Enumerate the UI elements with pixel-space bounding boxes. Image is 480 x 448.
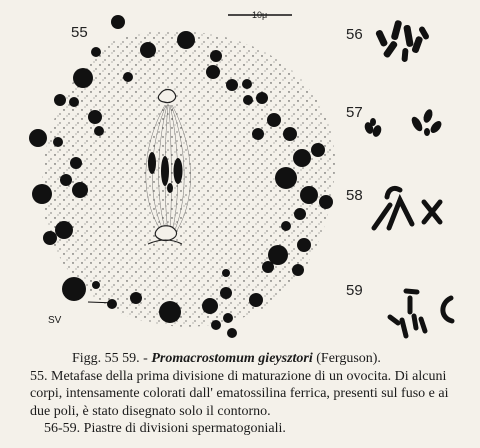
figure-label-57: 57: [346, 104, 363, 121]
figure-caption: [30, 350, 470, 438]
fig57-chromosomes: [363, 108, 443, 138]
figure-label-59: 59: [346, 282, 363, 299]
scale-bar-label: 10μ: [252, 10, 268, 20]
figure-label-58: 58: [346, 187, 363, 204]
caption-paragraph-55: 55. Metafase della prima divisione di maturazione di un ovocita. Di alcuni corpi, intensamente colorati dall' ematossilina ferrica, presenti sul fuso e ai due poli, è stato disegnato solo il contorno.: [30, 368, 449, 419]
fig59-chromosomes: [390, 291, 452, 336]
fig56-chromosomes: [375, 20, 430, 63]
caption-author: (Ferguson).: [312, 351, 381, 366]
fig58-chromosomes: [374, 188, 440, 228]
caption-paragraph-56-59: 56-59. Piastre di divisioni spermatogoniali.: [44, 421, 286, 436]
sv-label: SV: [48, 315, 62, 326]
caption-species: Promacrostomum gieysztori: [151, 351, 313, 366]
figure-label-56: 56: [346, 26, 363, 43]
caption-title: [30, 350, 470, 368]
caption-title-prefix: Figg. 55 59. -: [72, 351, 152, 366]
figure-label-55: 55: [71, 24, 88, 41]
